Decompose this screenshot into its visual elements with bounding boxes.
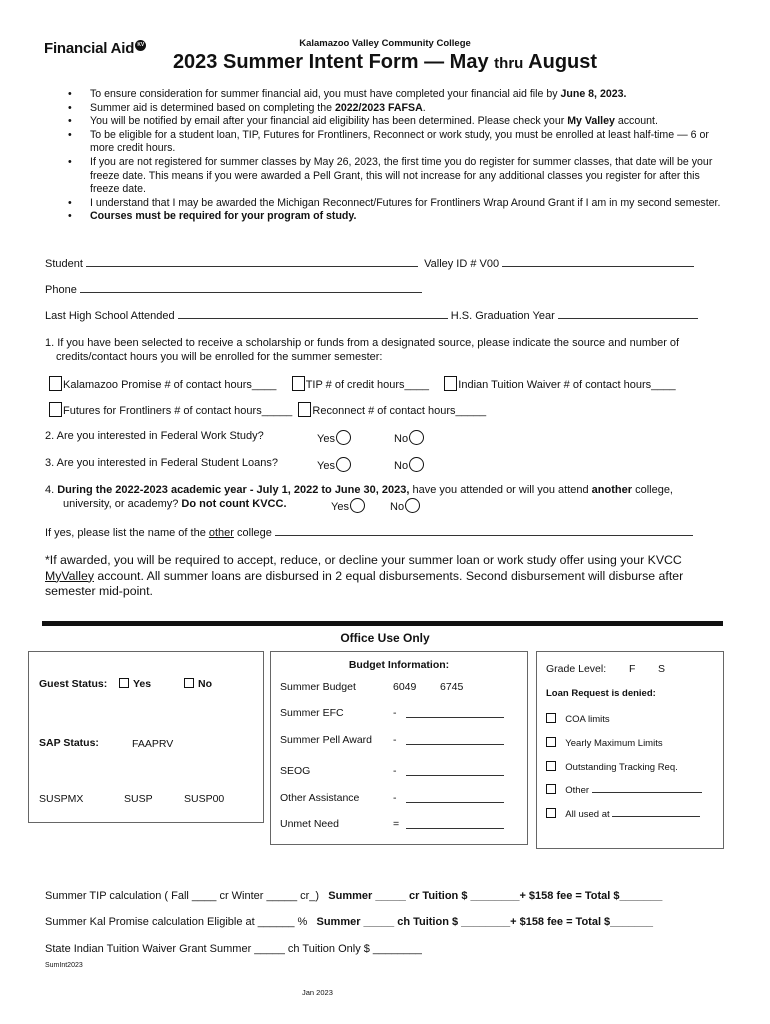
logo-text: Financial Aid — [44, 40, 135, 57]
budget-box — [270, 651, 528, 845]
susp00-label: SUSP00 — [184, 793, 225, 805]
all-used-field[interactable] — [612, 808, 700, 817]
indian-tuition-checkbox[interactable] — [444, 376, 457, 391]
q4-yes[interactable]: Yes — [331, 498, 365, 513]
indian-waiver-calculation: State Indian Tuition Waiver Grant Summer _____ ch Tuition Only $ ________ — [45, 943, 422, 955]
summer-efc-label: Summer EFC — [280, 707, 344, 719]
list-item: • Summer aid is determined based on completing the 2022/2023 FAFSA. — [68, 102, 728, 116]
page-title: 2023 Summer Intent Form — May thru August — [172, 51, 598, 73]
student-field[interactable] — [86, 256, 418, 267]
outstanding-checkbox[interactable] — [546, 761, 556, 771]
other-checkbox[interactable] — [546, 784, 556, 794]
list-item: • You will be notified by email after your financial aid eligibility has been determined. Please check your My Valley account. — [68, 115, 728, 129]
office-use-title: Office Use Only — [340, 631, 430, 645]
tip-calculation: Summer TIP calculation ( Fall ____ cr Winter _____ cr_) Summer _____ cr Tuition $ ________+ $158 fee = Total $_______ — [45, 890, 663, 902]
summer-efc-field[interactable] — [406, 707, 504, 718]
form-code: SumInt2023 — [45, 962, 83, 969]
kv-badge-icon: KV — [135, 40, 146, 51]
susp-label: SUSP — [124, 793, 153, 805]
dash: - — [393, 792, 397, 804]
college-name: Kalamazoo Valley Community College — [299, 38, 471, 49]
guest-yes[interactable]: Yes — [119, 678, 151, 690]
outstanding-tracking[interactable]: Outstanding Tracking Req. — [546, 761, 678, 773]
dash: - — [393, 707, 397, 719]
student-row — [45, 256, 694, 270]
guest-yes-checkbox[interactable] — [119, 678, 129, 688]
question-1: 1. If you have been selected to receive a scholarship or funds from a designated source, please indicate the source and number of credits/contact hours you will be enrolled for the summer semester: — [45, 337, 680, 363]
grade-s[interactable]: S — [658, 663, 666, 675]
last-hs-field[interactable] — [178, 308, 448, 319]
all-used-checkbox[interactable] — [546, 808, 556, 818]
list-item: • To be eligible for a student loan, TIP, Futures for Frontliners, Reconnect or work study, you must be enrolled at least half-time — 6 or more credit hours. — [68, 129, 728, 156]
valley-id-label: Valley ID # V00 — [424, 258, 500, 270]
loan-denied-label: Loan Request is denied: — [546, 688, 656, 699]
other-college-row: If yes, please list the name of the other college — [45, 525, 693, 539]
form-date: Jan 2023 — [302, 988, 333, 997]
hs-grad-label: H.S. Graduation Year — [450, 310, 555, 322]
question-4: 4. During the 2022-2023 academic year - July 1, 2022 to June 30, 2023, have you attended or will you attend another college, — [45, 484, 673, 496]
unmet-need-field[interactable] — [406, 818, 504, 829]
dash: - — [393, 734, 397, 746]
question-4-line2: university, or academy? Do not count KVCC. — [63, 498, 287, 510]
budget-6049: 6049 — [393, 681, 417, 693]
high-school-row — [45, 308, 698, 322]
summer-pell-field[interactable] — [406, 734, 504, 745]
equals: = — [393, 818, 400, 830]
phone-label: Phone — [45, 284, 77, 296]
loan-box — [536, 651, 724, 849]
list-item: • To ensure consideration for summer financial aid, you must have completed your financial aid file by June 8, 2023. — [68, 88, 728, 102]
myvalley-link[interactable]: MyValley — [45, 568, 94, 583]
q2-yes-radio[interactable] — [336, 430, 351, 445]
q3-yes-radio[interactable] — [336, 457, 351, 472]
list-item: • If you are not registered for summer classes by May 26, 2023, the first time you do register for summer classes, that date will be your freeze date. This means if you were awarded a Pell Grant, this will not increase for any additional classes you register for after this freeze date. — [68, 156, 728, 197]
q4-no-radio[interactable] — [405, 498, 420, 513]
valley-id-field[interactable] — [502, 256, 694, 267]
last-hs-label: Last High School Attended — [45, 310, 175, 322]
q4-yes-radio[interactable] — [350, 498, 365, 513]
phone-field[interactable] — [80, 282, 422, 293]
suspmx-label: SUSPMX — [39, 793, 84, 805]
all-used[interactable]: All used at — [546, 808, 700, 820]
q3-no-radio[interactable] — [409, 457, 424, 472]
guest-no-checkbox[interactable] — [184, 678, 194, 688]
award-note: *If awarded, you will be required to accept, reduce, or decline your summer loan or work study offer using your KVCC MyValley account. All summer loans are disbursed in 2 equal disbursements. Second disbursement will disburse after semester mid-point. — [45, 553, 684, 598]
coa-limits[interactable]: COA limits — [546, 713, 610, 725]
sap-status-label: SAP Status: — [39, 737, 99, 749]
seog-field[interactable] — [406, 765, 504, 776]
faaprv-label: FAAPRV — [132, 738, 174, 750]
budget-6745: 6745 — [440, 681, 464, 693]
kal-promise-calculation: Summer Kal Promise calculation Eligible at ______ % Summer _____ ch Tuition $ ________+ $158 fee = Total $_______ — [45, 916, 653, 928]
guest-status-label: Guest Status: — [39, 678, 108, 690]
summer-pell-label: Summer Pell Award — [280, 734, 373, 746]
q2-no[interactable]: No — [394, 430, 424, 445]
seog-label: SEOG — [280, 765, 311, 777]
q1-options-row1: Kalamazoo Promise # of contact hours____ TIP # of credit hours____ Indian Tuition Waiver # of contact hours____ — [49, 376, 676, 391]
other-college-field[interactable] — [275, 525, 693, 536]
question-3: 3. Are you interested in Federal Student Loans? — [45, 457, 278, 469]
other-field[interactable] — [592, 784, 702, 793]
divider — [42, 621, 723, 626]
list-item: • Courses must be required for your program of study. — [68, 210, 728, 224]
other-assistance-field[interactable] — [406, 792, 504, 803]
reconnect-checkbox[interactable] — [298, 402, 311, 417]
grade-level-label: Grade Level: — [546, 663, 607, 675]
kalamazoo-promise-checkbox[interactable] — [49, 376, 62, 391]
q4-no[interactable]: No — [390, 498, 420, 513]
futures-frontliners-checkbox[interactable] — [49, 402, 62, 417]
status-box — [28, 651, 264, 823]
other-reason[interactable]: Other — [546, 784, 702, 796]
summer-budget-label: Summer Budget — [280, 681, 356, 693]
student-label: Student — [45, 258, 83, 270]
q2-no-radio[interactable] — [409, 430, 424, 445]
guest-no[interactable]: No — [184, 678, 212, 690]
q3-no[interactable]: No — [394, 457, 424, 472]
tip-checkbox[interactable] — [292, 376, 305, 391]
yearly-max[interactable]: Yearly Maximum Limits — [546, 737, 663, 749]
yearly-checkbox[interactable] — [546, 737, 556, 747]
hs-grad-field[interactable] — [558, 308, 698, 319]
grade-f[interactable]: F — [629, 663, 636, 675]
list-item: • I understand that I may be awarded the Michigan Reconnect/Futures for Frontliners Wrap Around Grant if I am in my second semester. — [68, 197, 728, 211]
unmet-need-label: Unmet Need — [280, 818, 339, 830]
instructions-list — [68, 88, 728, 224]
dash: - — [393, 765, 397, 777]
coa-checkbox[interactable] — [546, 713, 556, 723]
phone-row — [45, 282, 422, 296]
budget-title: Budget Information: — [348, 659, 450, 671]
q2-yes[interactable]: Yes — [317, 430, 351, 445]
q1-options-row2: Futures for Frontliners # of contact hours_____ Reconnect # of contact hours_____ — [49, 402, 486, 417]
other-assistance-label: Other Assistance — [280, 792, 360, 804]
question-2: 2. Are you interested in Federal Work Study? — [45, 430, 264, 442]
q3-yes[interactable]: Yes — [317, 457, 351, 472]
